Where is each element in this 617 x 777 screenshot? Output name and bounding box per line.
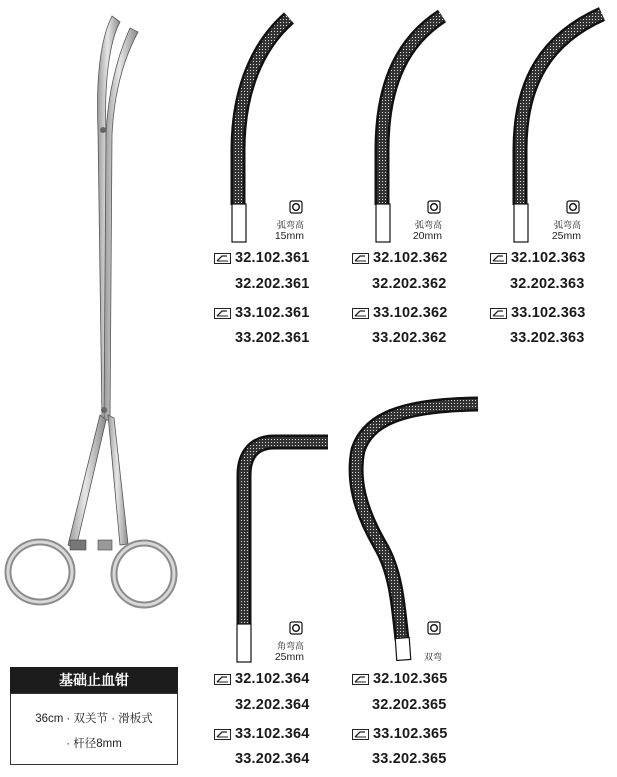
instrument-pictogram-icon	[214, 308, 231, 319]
instrument-pictogram-icon	[490, 253, 507, 264]
article-code: 33.102.362	[373, 305, 448, 321]
instrument-pictogram-icon	[352, 308, 369, 319]
article-code-row	[352, 305, 448, 321]
curve-height-label: 15mm	[274, 230, 304, 242]
jaw-tag-361	[262, 220, 304, 242]
article-code: 33.102.364	[235, 726, 310, 742]
curve-type-label: 弧弯高	[414, 220, 442, 230]
jaw-profile-361	[232, 18, 289, 242]
spec-line: · 杆径8mm	[66, 738, 122, 750]
article-code-row	[490, 305, 586, 321]
circle-mark-icon	[428, 201, 440, 213]
curve-height-label: 25mm	[274, 651, 304, 663]
curve-type-label: 弧弯高	[553, 220, 581, 230]
article-code: 33.202.365	[372, 751, 447, 767]
curve-type-label: 双弯	[423, 652, 442, 662]
article-code: 33.202.362	[372, 330, 447, 346]
article-code-row	[490, 250, 586, 266]
article-code: 32.102.363	[511, 250, 586, 266]
article-code: 32.202.364	[235, 697, 310, 713]
article-code: 33.102.361	[235, 305, 310, 321]
article-code: 32.102.364	[235, 671, 310, 687]
article-code: 32.202.361	[235, 276, 310, 292]
curve-height-label: 20mm	[412, 230, 442, 242]
article-code: 33.102.363	[511, 305, 586, 321]
article-code: 33.202.364	[235, 751, 310, 767]
curve-type-label: 角弯高	[276, 641, 304, 651]
product-spec-box	[10, 693, 178, 765]
article-code-row	[214, 250, 310, 266]
jaw-tag-365	[400, 652, 442, 663]
article-code-row	[214, 671, 310, 687]
product-title: 基础止血钳	[10, 667, 178, 693]
article-code: 33.102.365	[373, 726, 448, 742]
jaw-profile-363	[514, 14, 602, 242]
instrument-pictogram-icon	[214, 674, 231, 685]
spec-line: 36cm · 双关节 · 滑板式	[35, 713, 153, 725]
curve-height-label: 25mm	[551, 230, 581, 242]
circle-mark-icon	[290, 622, 302, 634]
instrument-pictogram-icon	[352, 674, 369, 685]
article-code-row	[214, 726, 310, 742]
instrument-pictogram-icon	[214, 253, 231, 264]
article-code: 32.202.363	[510, 276, 585, 292]
article-code-row	[352, 250, 448, 266]
article-code: 32.102.365	[373, 671, 448, 687]
circle-mark-icon	[428, 622, 440, 634]
jaw-tag-364	[262, 641, 304, 663]
jaw-profile-364	[237, 442, 328, 662]
article-code-row	[214, 305, 310, 321]
article-code: 32.102.361	[235, 250, 310, 266]
article-code: 32.202.365	[372, 697, 447, 713]
forceps-illustration	[8, 16, 174, 605]
curve-type-label: 弧弯高	[276, 220, 304, 230]
article-code: 33.202.361	[235, 330, 310, 346]
jaw-profile-365	[356, 404, 478, 660]
instrument-pictogram-icon	[214, 729, 231, 740]
instrument-pictogram-icon	[352, 729, 369, 740]
jaw-tag-363	[539, 220, 581, 242]
article-code: 32.102.362	[373, 250, 448, 266]
instrument-pictogram-icon	[490, 308, 507, 319]
article-code-row	[352, 671, 448, 687]
instrument-pictogram-icon	[352, 253, 369, 264]
circle-mark-icon	[290, 201, 302, 213]
article-code-row	[352, 726, 448, 742]
circle-mark-icon	[567, 201, 579, 213]
article-code: 33.202.363	[510, 330, 585, 346]
jaw-tag-362	[400, 220, 442, 242]
article-code: 32.202.362	[372, 276, 447, 292]
